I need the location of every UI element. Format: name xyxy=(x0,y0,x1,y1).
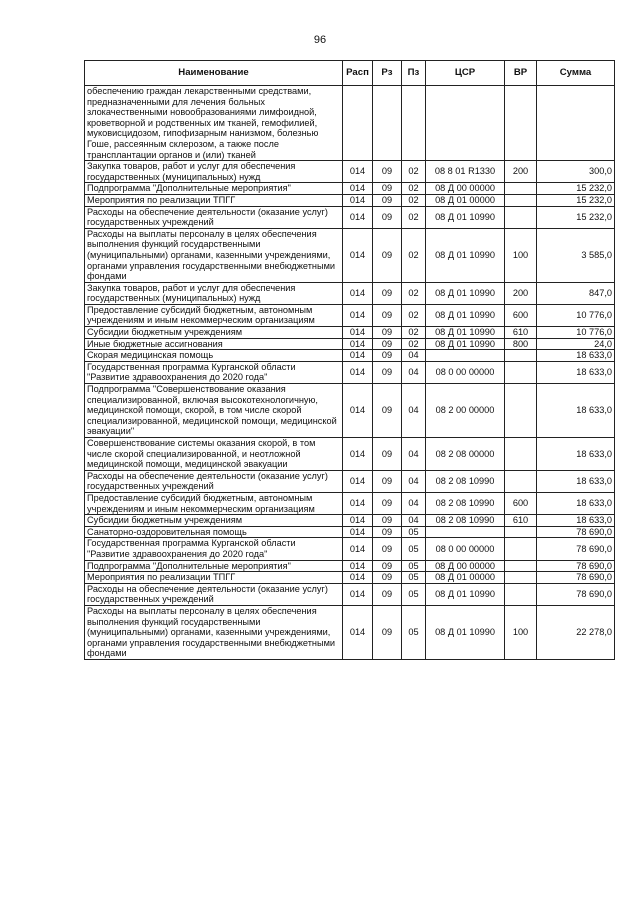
table-body xyxy=(85,86,615,660)
cell-pz: 04 xyxy=(402,515,426,527)
table-row xyxy=(85,194,615,206)
cell-rasp: 014 xyxy=(343,583,373,605)
cell-pz: 04 xyxy=(402,361,426,383)
cell-sum: 18 633,0 xyxy=(537,384,615,438)
cell-pz: 02 xyxy=(402,183,426,195)
cell-csr: 08 2 00 00000 xyxy=(426,384,505,438)
cell-name: обеспечению граждан лекарственными средствами, предназначенными для лечения больных злокачественными новообразованиями лимфоидной, кроветворной и родственных им тканей, гемофилией, муковисцидозом, гипофизарным нанизмом, болезнью Гоше, рассеянным склерозом, а также после трансплантации органов и (или) тканей xyxy=(85,86,343,161)
cell-rasp: 014 xyxy=(343,538,373,560)
cell-rasp: 014 xyxy=(343,194,373,206)
cell-rz xyxy=(373,86,402,161)
cell-vr xyxy=(505,384,537,438)
cell-pz: 02 xyxy=(402,206,426,228)
cell-rz: 09 xyxy=(373,605,402,659)
cell-sum: 18 633,0 xyxy=(537,361,615,383)
cell-name: Подпрограмма "Дополнительные мероприятия" xyxy=(85,183,343,195)
cell-rasp: 014 xyxy=(343,572,373,584)
table-row xyxy=(85,327,615,339)
cell-rz: 09 xyxy=(373,384,402,438)
cell-rz: 09 xyxy=(373,492,402,514)
table-row xyxy=(85,438,615,471)
cell-csr: 08 Д 00 00000 xyxy=(426,560,505,572)
cell-sum: 18 633,0 xyxy=(537,515,615,527)
cell-rz: 09 xyxy=(373,572,402,584)
table-row xyxy=(85,384,615,438)
cell-csr: 08 Д 01 10990 xyxy=(426,327,505,339)
table-row xyxy=(85,361,615,383)
cell-rz: 09 xyxy=(373,583,402,605)
cell-csr: 08 2 08 10990 xyxy=(426,492,505,514)
cell-rasp: 014 xyxy=(343,470,373,492)
cell-rz: 09 xyxy=(373,560,402,572)
cell-rasp: 014 xyxy=(343,304,373,326)
table-row xyxy=(85,350,615,362)
cell-pz: 02 xyxy=(402,228,426,282)
cell-sum: 15 232,0 xyxy=(537,183,615,195)
cell-pz: 02 xyxy=(402,161,426,183)
cell-rz: 09 xyxy=(373,206,402,228)
cell-sum: 78 690,0 xyxy=(537,526,615,538)
cell-sum: 18 633,0 xyxy=(537,350,615,362)
cell-vr xyxy=(505,538,537,560)
cell-rz: 09 xyxy=(373,161,402,183)
cell-rz: 09 xyxy=(373,515,402,527)
cell-name: Закупка товаров, работ и услуг для обеспечения государственных (муниципальных) нужд xyxy=(85,282,343,304)
cell-pz: 05 xyxy=(402,605,426,659)
table-row xyxy=(85,492,615,514)
table-row xyxy=(85,605,615,659)
cell-pz: 04 xyxy=(402,384,426,438)
cell-rz: 09 xyxy=(373,338,402,350)
cell-sum: 78 690,0 xyxy=(537,560,615,572)
cell-name: Предоставление субсидий бюджетным, автономным учреждениям и иным некоммерческим организациям xyxy=(85,492,343,514)
column-header-rasp: Расп xyxy=(343,61,373,86)
cell-vr xyxy=(505,86,537,161)
cell-name: Закупка товаров, работ и услуг для обеспечения государственных (муниципальных) нужд xyxy=(85,161,343,183)
cell-csr: 08 0 00 00000 xyxy=(426,538,505,560)
cell-rz: 09 xyxy=(373,526,402,538)
cell-name: Расходы на выплаты персоналу в целях обеспечения выполнения функций государственными (муниципальными) органами, казенными учреждениями, органами управления государственными внебюджетными фондами xyxy=(85,605,343,659)
table-row xyxy=(85,282,615,304)
cell-csr: 08 2 08 10990 xyxy=(426,470,505,492)
cell-rasp: 014 xyxy=(343,282,373,304)
cell-sum: 78 690,0 xyxy=(537,538,615,560)
cell-name: Расходы на обеспечение деятельности (оказание услуг) государственных учреждений xyxy=(85,583,343,605)
cell-rz: 09 xyxy=(373,361,402,383)
cell-sum: 847,0 xyxy=(537,282,615,304)
cell-name: Расходы на выплаты персоналу в целях обеспечения выполнения функций государственными (муниципальными) органами, казенными учреждениями, органами управления государственными внебюджетными фондами xyxy=(85,228,343,282)
cell-csr xyxy=(426,526,505,538)
column-header-rz: Рз xyxy=(373,61,402,86)
cell-vr xyxy=(505,526,537,538)
cell-rasp: 014 xyxy=(343,361,373,383)
cell-rz: 09 xyxy=(373,438,402,471)
cell-rz: 09 xyxy=(373,183,402,195)
cell-name: Мероприятия по реализации ТПГГ xyxy=(85,194,343,206)
cell-pz: 05 xyxy=(402,526,426,538)
table-row xyxy=(85,86,615,161)
cell-rasp: 014 xyxy=(343,526,373,538)
cell-vr: 600 xyxy=(505,304,537,326)
cell-csr: 08 Д 01 00000 xyxy=(426,572,505,584)
cell-csr xyxy=(426,350,505,362)
table-row xyxy=(85,470,615,492)
cell-pz: 04 xyxy=(402,350,426,362)
cell-rasp: 014 xyxy=(343,228,373,282)
column-header-vr: ВР xyxy=(505,61,537,86)
table-row xyxy=(85,560,615,572)
cell-pz xyxy=(402,86,426,161)
cell-vr xyxy=(505,350,537,362)
cell-rz: 09 xyxy=(373,470,402,492)
cell-vr xyxy=(505,583,537,605)
cell-rasp: 014 xyxy=(343,327,373,339)
cell-csr: 08 2 08 10990 xyxy=(426,515,505,527)
cell-vr: 610 xyxy=(505,327,537,339)
cell-name: Предоставление субсидий бюджетным, автономным учреждениям и иным некоммерческим организациям xyxy=(85,304,343,326)
cell-name: Совершенствование системы оказания скорой, в том числе скорой специализированной, и неотложной медицинской помощи, медицинской эвакуации xyxy=(85,438,343,471)
cell-rasp: 014 xyxy=(343,338,373,350)
table-row xyxy=(85,538,615,560)
cell-vr xyxy=(505,183,537,195)
cell-vr xyxy=(505,560,537,572)
cell-vr xyxy=(505,470,537,492)
cell-sum: 3 585,0 xyxy=(537,228,615,282)
cell-rasp: 014 xyxy=(343,492,373,514)
column-header-name: Наименование xyxy=(85,61,343,86)
table-row xyxy=(85,183,615,195)
cell-sum: 78 690,0 xyxy=(537,583,615,605)
cell-csr: 08 Д 01 10990 xyxy=(426,228,505,282)
cell-csr: 08 Д 01 10990 xyxy=(426,206,505,228)
cell-name: Иные бюджетные ассигнования xyxy=(85,338,343,350)
cell-rasp: 014 xyxy=(343,605,373,659)
page-number: 96 xyxy=(313,34,327,46)
cell-sum xyxy=(537,86,615,161)
cell-rz: 09 xyxy=(373,327,402,339)
cell-csr: 08 0 00 00000 xyxy=(426,361,505,383)
cell-csr: 08 Д 01 10990 xyxy=(426,304,505,326)
cell-rasp: 014 xyxy=(343,206,373,228)
cell-csr: 08 Д 01 10990 xyxy=(426,282,505,304)
cell-csr: 08 Д 01 10990 xyxy=(426,338,505,350)
column-header-sum: Сумма xyxy=(537,61,615,86)
cell-pz: 04 xyxy=(402,492,426,514)
table-row xyxy=(85,583,615,605)
cell-sum: 15 232,0 xyxy=(537,206,615,228)
cell-sum: 78 690,0 xyxy=(537,572,615,584)
cell-vr xyxy=(505,206,537,228)
cell-pz: 05 xyxy=(402,572,426,584)
cell-name: Субсидии бюджетным учреждениям xyxy=(85,327,343,339)
cell-vr: 100 xyxy=(505,228,537,282)
cell-name: Расходы на обеспечение деятельности (оказание услуг) государственных учреждений xyxy=(85,206,343,228)
cell-pz: 04 xyxy=(402,438,426,471)
budget-table xyxy=(84,60,615,660)
cell-vr xyxy=(505,194,537,206)
cell-pz: 02 xyxy=(402,282,426,304)
column-header-pz: Пз xyxy=(402,61,426,86)
cell-pz: 04 xyxy=(402,470,426,492)
cell-sum: 18 633,0 xyxy=(537,492,615,514)
cell-rz: 09 xyxy=(373,282,402,304)
table-row xyxy=(85,304,615,326)
cell-sum: 300,0 xyxy=(537,161,615,183)
cell-rasp: 014 xyxy=(343,183,373,195)
cell-rasp: 014 xyxy=(343,161,373,183)
table-row xyxy=(85,515,615,527)
cell-csr: 08 Д 00 00000 xyxy=(426,183,505,195)
cell-pz: 02 xyxy=(402,338,426,350)
table-row xyxy=(85,526,615,538)
cell-csr: 08 Д 01 00000 xyxy=(426,194,505,206)
cell-sum: 10 776,0 xyxy=(537,327,615,339)
cell-rasp: 014 xyxy=(343,438,373,471)
cell-pz: 02 xyxy=(402,194,426,206)
cell-pz: 05 xyxy=(402,583,426,605)
table-row xyxy=(85,206,615,228)
cell-vr: 100 xyxy=(505,605,537,659)
table-row xyxy=(85,228,615,282)
cell-sum: 15 232,0 xyxy=(537,194,615,206)
cell-name: Санаторно-оздоровительная помощь xyxy=(85,526,343,538)
cell-pz: 05 xyxy=(402,560,426,572)
cell-rz: 09 xyxy=(373,350,402,362)
cell-name: Расходы на обеспечение деятельности (оказание услуг) государственных учреждений xyxy=(85,470,343,492)
cell-rasp: 014 xyxy=(343,515,373,527)
cell-pz: 02 xyxy=(402,304,426,326)
cell-csr: 08 8 01 R1330 xyxy=(426,161,505,183)
cell-vr xyxy=(505,438,537,471)
cell-csr: 08 2 08 00000 xyxy=(426,438,505,471)
cell-csr: 08 Д 01 10990 xyxy=(426,583,505,605)
cell-rasp: 014 xyxy=(343,384,373,438)
cell-name: Государственная программа Курганской области "Развитие здравоохранения до 2020 года" xyxy=(85,538,343,560)
cell-vr: 600 xyxy=(505,492,537,514)
cell-rasp: 014 xyxy=(343,560,373,572)
table-row xyxy=(85,572,615,584)
cell-name: Подпрограмма "Дополнительные мероприятия" xyxy=(85,560,343,572)
cell-rz: 09 xyxy=(373,304,402,326)
column-header-csr: ЦСР xyxy=(426,61,505,86)
cell-vr: 800 xyxy=(505,338,537,350)
cell-pz: 02 xyxy=(402,327,426,339)
cell-sum: 18 633,0 xyxy=(537,470,615,492)
cell-name: Скорая медицинская помощь xyxy=(85,350,343,362)
cell-rz: 09 xyxy=(373,194,402,206)
cell-rasp xyxy=(343,86,373,161)
cell-name: Государственная программа Курганской области "Развитие здравоохранения до 2020 года" xyxy=(85,361,343,383)
cell-vr xyxy=(505,361,537,383)
cell-name: Подпрограмма "Совершенствование оказания специализированной, включая высокотехнологичную, медицинской помощи, скорой, в том числе скорой специализированной, медицинской помощи, медицинской эвакуации" xyxy=(85,384,343,438)
cell-sum: 10 776,0 xyxy=(537,304,615,326)
cell-rz: 09 xyxy=(373,538,402,560)
cell-rasp: 014 xyxy=(343,350,373,362)
cell-sum: 22 278,0 xyxy=(537,605,615,659)
cell-vr xyxy=(505,572,537,584)
cell-csr xyxy=(426,86,505,161)
cell-sum: 18 633,0 xyxy=(537,438,615,471)
cell-sum: 24,0 xyxy=(537,338,615,350)
cell-name: Мероприятия по реализации ТПГГ xyxy=(85,572,343,584)
cell-csr: 08 Д 01 10990 xyxy=(426,605,505,659)
cell-pz: 05 xyxy=(402,538,426,560)
cell-vr: 200 xyxy=(505,161,537,183)
cell-vr: 200 xyxy=(505,282,537,304)
cell-name: Субсидии бюджетным учреждениям xyxy=(85,515,343,527)
cell-rz: 09 xyxy=(373,228,402,282)
table-header-row xyxy=(85,61,615,86)
cell-vr: 610 xyxy=(505,515,537,527)
table-row xyxy=(85,161,615,183)
table-row xyxy=(85,338,615,350)
